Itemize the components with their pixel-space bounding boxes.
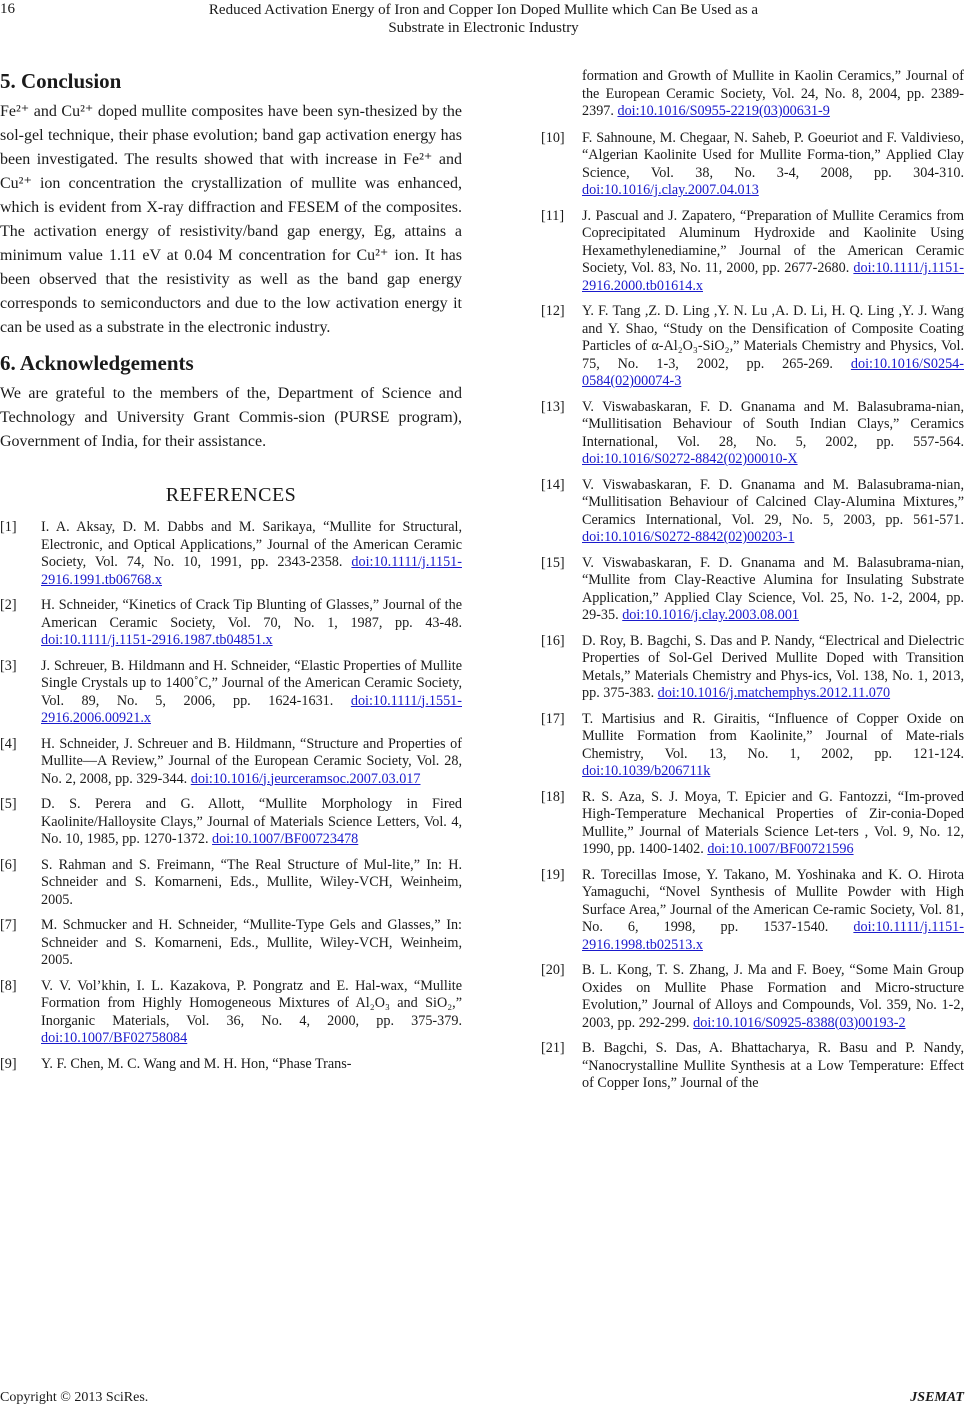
reference-number: [21] (541, 1040, 565, 1056)
copyright-notice: Copyright © 2013 SciRes. (0, 1390, 149, 1405)
journal-abbrev: JSEMAT (910, 1390, 964, 1405)
doi-link[interactable]: doi:10.1007/BF00721596 (707, 841, 854, 857)
doi-link[interactable]: doi:10.1111/j.1151-2916.2000.tb01614.x (582, 260, 964, 294)
reference-item (541, 399, 964, 469)
reference-item (541, 1040, 964, 1093)
doi-link[interactable]: doi:10.1016/S0272-8842(02)00010-X (582, 451, 798, 467)
reference-number: [19] (541, 866, 565, 883)
right-column (541, 68, 964, 1101)
doi-link[interactable]: doi:10.1016/j.clay.2007.04.013 (582, 182, 759, 198)
reference-list-left (0, 519, 462, 1073)
doi-link[interactable]: doi:10.1016/j.clay.2003.08.001 (622, 607, 800, 623)
reference-item (0, 978, 462, 1048)
reference-continuation (541, 68, 964, 121)
reference-number: [3] (0, 657, 17, 674)
reference-item (541, 867, 964, 955)
reference-text: J. Pascual and J. Zapatero, “Preparation of Mullite Ceramics from Coprecipitated Aluminum Hydroxide and Kaolinite Using Hexamethylenediamine,” Journal of the American Ceramic Society, Vol. 83, No. 11, 2000, pp. 2677-2680. (582, 207, 964, 276)
reference-number: [9] (0, 1055, 17, 1072)
acknowledgements-paragraph: We are grateful to the members of the, Department of Science and Technology and University Grant Commis-sion (PURSE program), Government of India, for their assistance. (0, 385, 462, 450)
reference-number: [8] (0, 977, 17, 994)
doi-link[interactable]: doi:10.1016/S0925-8388(03)00193-2 (693, 1014, 906, 1031)
reference-item (541, 477, 964, 547)
doi-link[interactable]: doi:10.1111/j.1551-2916.2006.00921.x (41, 692, 462, 726)
reference-number: [13] (541, 398, 565, 415)
reference-number: [7] (0, 917, 17, 933)
reference-item (0, 597, 462, 650)
doi-link[interactable]: doi:10.1016/S0254-0584(02)00074-3 (582, 355, 964, 389)
reference-text: T. Martisius and R. Giraitis, “Influence of Copper Oxide on Mullite Formation from Kaolinite,” Journal of Mate-rials Chemistry, Vol. 13, No. 1, 2002, pp. 121-124. (582, 710, 964, 762)
doi-link[interactable]: doi:10.1016/j.matchemphys.2012.11.070 (657, 685, 891, 701)
doi-link[interactable]: doi:10.1111/j.1151-2916.1998.tb02513.x (582, 919, 964, 953)
reference-item (541, 711, 964, 781)
reference-number: [14] (541, 476, 565, 493)
reference-text: D. Roy, B. Bagchi, S. Das and P. Nandy, “Electrical and Dielectric Properties of Sol-Gel Derived Mullite Doped with Transition Metals,” Materials Chemistry and Phys-ics, Vol. 138, No. 1, 2013, pp. 375-383. (582, 632, 964, 701)
reference-item (0, 519, 462, 589)
reference-number: [11] (541, 207, 565, 224)
conclusion-heading: 5. Conclusion (0, 69, 122, 93)
acknowledgements-heading: 6. Acknowledgements (0, 351, 194, 375)
reference-text: I. A. Aksay, D. M. Dabbs and M. Sarikaya, “Mullite for Structural, Electronic, and Optical Applications,” Journal of the American Ceramic Society, Vol. 74, No. 10, 1991, pp. 2343-2358. (41, 519, 462, 570)
reference-item (0, 1056, 462, 1074)
page-number: 16 (0, 1, 15, 17)
reference-text: Y. F. Chen, M. C. Wang and M. H. Hon, “Phase Trans- (41, 1055, 352, 1072)
reference-item (541, 208, 964, 296)
reference-item (541, 789, 964, 859)
reference-number: [20] (541, 962, 565, 978)
reference-text: Y. F. Tang ,Z. D. Ling ,Y. N. Lu ,A. D. Li, H. Q. Ling ,Y. J. Wang and Y. Shao, “Study on the Densification of Composite Coating Particles of α-Al₂O₃-SiO₂,” Materials Chemistry and Physics, Vol. 75, No. 1-3, 2002, pp. 265-269. (582, 303, 964, 372)
reference-text: J. Schreuer, B. Hildmann and H. Schneider, “Elastic Properties of Mullite Single Crystals up to 1400˚C,” Journal of the American Ceramic Society, Vol. 89, No. 5, 2006, pp. 1624-1631. (41, 657, 462, 709)
reference-text: formation and Growth of Mullite in Kaolin Ceramics,” Journal of the European Ceramic Society, Vol. 24, No. 8, 2004, pp. 2389-2397. (582, 68, 964, 119)
reference-item (541, 555, 964, 625)
reference-text: V. V. Vol’khin, I. L. Kazakova, P. Pongratz and E. Hal-wax, “Mullite Formation from Highly Homogeneous Mixtures of Al₂O₃ and SiO₂,” Inorganic Materials, Vol. 36, No. 4, 2000, pp. 375-379. (41, 977, 462, 1029)
reference-text: S. Rahman and S. Freimann, “The Real Structure of Mul-lite,” In: H. Schneider and S. Komarneni, Eds., Mullite, Wiley-VCH, Weinheim, 2005. (41, 856, 462, 908)
reference-number: [18] (541, 788, 565, 805)
reference-text: V. Viswabaskaran, F. D. Gnanama and M. Balasubrama-nian, “Mullitisation Behaviour of South Indian Clays,” Ceramics International, Vol. 28, No. 5, 2002, pp. 557-564. (582, 398, 964, 450)
doi-link[interactable]: doi:10.1016/j.jeurceramsoc.2007.03.017 (190, 770, 421, 787)
running-title-line2: Substrate in Electronic Industry (388, 20, 579, 36)
reference-number: [5] (0, 796, 17, 812)
doi-link[interactable]: doi:10.1007/BF00723478 (212, 831, 359, 847)
reference-item (541, 962, 964, 1032)
reference-text: R. Torecillas Imose, Y. Takano, M. Yoshinaka and K. O. Hirota Yamaguchi, “Novel Synthesis of Mullite Powder with High Surface Area,” Journal of the American Ce-ramic Society, Vol. 81, No. 6, 1998, pp. 1537-1540. (582, 866, 964, 935)
reference-item (0, 658, 462, 728)
reference-item (541, 303, 964, 391)
doi-link[interactable]: doi:10.1111/j.1151-2916.1987.tb04851.x (41, 632, 273, 648)
reference-number: [12] (541, 303, 565, 319)
reference-item (0, 796, 462, 849)
doi-link[interactable]: doi:10.1016/S0272-8842(02)00203-1 (582, 529, 795, 545)
left-column (0, 68, 462, 1081)
references-heading: REFERENCES (165, 484, 297, 506)
reference-number: [15] (541, 554, 565, 571)
reference-number: [1] (0, 519, 17, 535)
reference-number: [2] (0, 597, 17, 613)
reference-number: [6] (0, 856, 17, 873)
reference-text: V. Viswabaskaran, F. D. Gnanama and M. Balasubrama-nian, “Mullitisation Behaviour of Calcined Clay-Alumina Mixtures,” Ceramics International, Vol. 29, No. 5, 2003, pp. 561-571. (582, 476, 964, 528)
reference-text: V. Viswabaskaran, F. D. Gnanama and M. Balasubrama-nian, “Mullite from Clay-Reactive Alumina for Insulating Substrate Application,” Applied Clay Science, Vol. 25, No. 1-2, 2004, pp. 29-35. (582, 554, 964, 623)
reference-number: [16] (541, 632, 565, 649)
conclusion-paragraph: Fe²⁺ and Cu²⁺ doped mullite composites have been syn-thesized by the sol-gel technique, their phase evolution; band gap activation energy has been investigated. The results showed that with increase in Fe²⁺ and Cu²⁺ ion concentration the crystallization of mullite was enhanced, which is evident from X-ray diffraction and FESEM of the composites. The activation energy of resistivity/band gap energy, Eg, attains a minimum value 1.11 eV at 0.04 M concentration for Cu²⁺ ion. It has been observed that the resistivity as well as the band gap energy corresponds to semiconductors and due to the low activation energy it can be used as a substrate in the electronic industry. (0, 103, 462, 336)
reference-item (0, 857, 462, 910)
reference-item (541, 633, 964, 703)
doi-link[interactable]: doi:10.1016/S0955-2219(03)00631-9 (617, 103, 830, 119)
doi-link[interactable]: doi:10.1007/BF02758084 (41, 1030, 188, 1046)
reference-text: H. Schneider, “Kinetics of Crack Tip Blunting of Glasses,” Journal of the American Ceramic Society, Vol. 70, No. 1, 1987, pp. 43-48. (41, 597, 462, 631)
doi-link[interactable]: doi:10.1039/b206711k (582, 763, 711, 779)
reference-number: [10] (541, 129, 565, 146)
page-header (0, 0, 967, 44)
reference-text: R. S. Aza, S. J. Moya, T. Epicier and G. Fantozzi, “Im-proved High-Temperature Mechanical Properties of Zir-conia-Doped Mullite,” Journal of Materials Science Let-ters , Vol. 9, No. 12, 1990, pp. 1400-1402. (582, 788, 964, 857)
reference-text: B. Bagchi, S. Das, A. Bhattacharya, R. Basu and P. Nandy, “Nanocrystalline Mullite Synthesis at a Low Temperature: Effect of Copper Ions,” Journal of the (582, 1040, 964, 1091)
reference-item (541, 130, 964, 200)
reference-text: F. Sahnoune, M. Chegaar, N. Saheb, P. Goeuriot and F. Valdivieso, “Algerian Kaolinite Used for Mullite Forma-tion,” Applied Clay Science, Vol. 38, No. 3-4, 2008, pp. 304-310. (582, 129, 964, 181)
reference-item (0, 917, 462, 970)
reference-item (0, 736, 462, 789)
doi-link[interactable]: doi:10.1111/j.1151-2916.1991.tb06768.x (41, 554, 462, 588)
reference-number: [4] (0, 735, 17, 752)
reference-text: M. Schmucker and H. Schneider, “Mullite-Type Gels and Glasses,” In: Schneider and S. Komarneni, Eds., Mullite, Wiley-VCH, Weinheim, 2005. (41, 917, 462, 968)
reference-text: H. Schneider, J. Schreuer and B. Hildmann, “Structure and Properties of Mullite—A Review,” Journal of the European Ceramic Society, Vol. 28, No. 2, 2008, pp. 329-344. (41, 735, 462, 787)
reference-text: D. S. Perera and G. Allott, “Mullite Morphology in Fired Kaolinite/Halloysite Clays,” Journal of Materials Science Letters, Vol. 4, No. 10, 1985, pp. 1270-1372. (41, 796, 462, 847)
reference-text: B. L. Kong, T. S. Zhang, J. Ma and F. Boey, “Some Main Group Oxides on Mullite Phase Formation and Micro-structure Evolution,” Journal of Alloys and Compounds, Vol. 359, No. 1-2, 2003, pp. 292-299. (582, 962, 964, 1031)
running-title-line1: Reduced Activation Energy of Iron and Copper Ion Doped Mullite which Can Be Used as a (208, 2, 759, 18)
reference-number: [17] (541, 710, 565, 727)
reference-list-right (541, 130, 964, 1093)
